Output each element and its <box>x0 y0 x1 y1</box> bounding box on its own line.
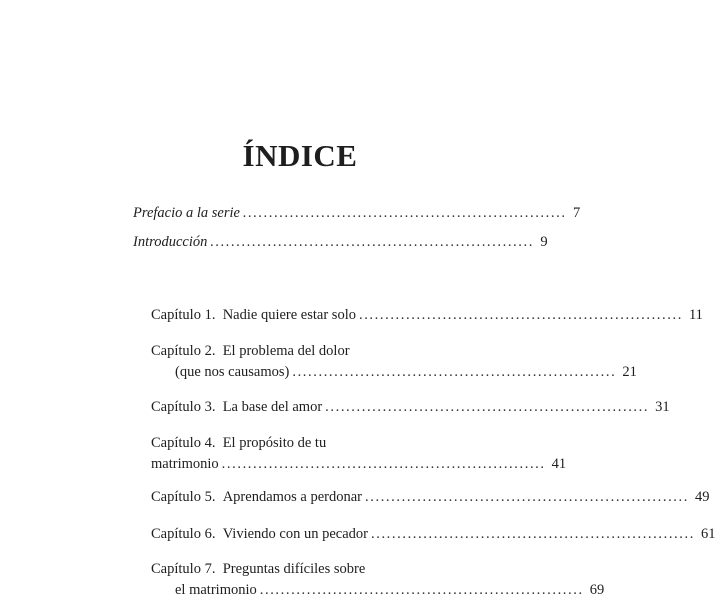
toc-entry-page: 7 <box>572 205 581 221</box>
chapter-page: 11 <box>688 307 703 323</box>
chapter-label: Capítulo 4. <box>151 435 216 451</box>
toc-entry-title: Introducción <box>133 234 208 250</box>
chapter-title-continuation: (que nos causamos) <box>175 364 290 380</box>
leader-dots: .............................................................. <box>371 526 695 542</box>
toc-entry-chapter-7 <box>151 559 605 601</box>
leader-dots: .............................................................. <box>242 205 567 221</box>
toc-entry-title: Prefacio a la serie <box>133 205 240 221</box>
chapter-page: 21 <box>622 364 637 380</box>
chapter-title: Viviendo con un pecador <box>222 526 368 542</box>
toc-entry-page: 9 <box>540 234 548 250</box>
toc-entry-chapter-5 <box>151 487 710 508</box>
chapter-title: La base del amor <box>222 399 323 415</box>
chapter-label: Capítulo 7. <box>151 561 216 577</box>
toc-entry-chapter-1 <box>151 305 703 326</box>
chapter-label: Capítulo 6. <box>151 526 216 542</box>
chapter-page: 49 <box>694 489 710 505</box>
chapter-label: Capítulo 3. <box>151 399 216 415</box>
chapter-label: Capítulo 5. <box>151 489 216 505</box>
chapter-page: 61 <box>700 526 715 542</box>
leader-dots: .............................................................. <box>365 489 689 505</box>
chapter-label: Capítulo 2. <box>151 343 216 359</box>
leader-dots: .............................................................. <box>325 399 650 415</box>
toc-entry-chapter-3 <box>151 397 670 418</box>
leader-dots: .............................................................. <box>259 582 584 598</box>
leader-dots: .............................................................. <box>358 307 683 323</box>
chapter-page: 69 <box>589 582 605 598</box>
chapter-title: Aprendamos a perdonar <box>222 489 363 505</box>
chapter-title: El problema del dolor <box>222 343 350 359</box>
chapter-label: Capítulo 1. <box>151 307 216 323</box>
toc-entry-prefacio <box>133 203 581 224</box>
toc-entry-chapter-2 <box>151 341 637 383</box>
page-title: ÍNDICE <box>242 138 358 173</box>
toc-entry-chapter-6 <box>151 524 715 545</box>
leader-dots: .............................................................. <box>221 456 546 472</box>
toc-entry-chapter-4 <box>151 433 567 475</box>
chapter-title-continuation: matrimonio <box>151 456 219 472</box>
leader-dots: .............................................................. <box>292 364 617 380</box>
toc-entry-introduccion <box>133 232 548 253</box>
chapter-title: El propósito de tu <box>222 435 327 451</box>
chapter-title-continuation: el matrimonio <box>175 582 257 598</box>
chapter-page: 31 <box>655 399 670 415</box>
chapter-page: 41 <box>551 456 567 472</box>
leader-dots: .............................................................. <box>210 234 535 250</box>
chapter-title: Nadie quiere estar solo <box>222 307 356 323</box>
chapter-title: Preguntas difíciles sobre <box>222 561 366 577</box>
